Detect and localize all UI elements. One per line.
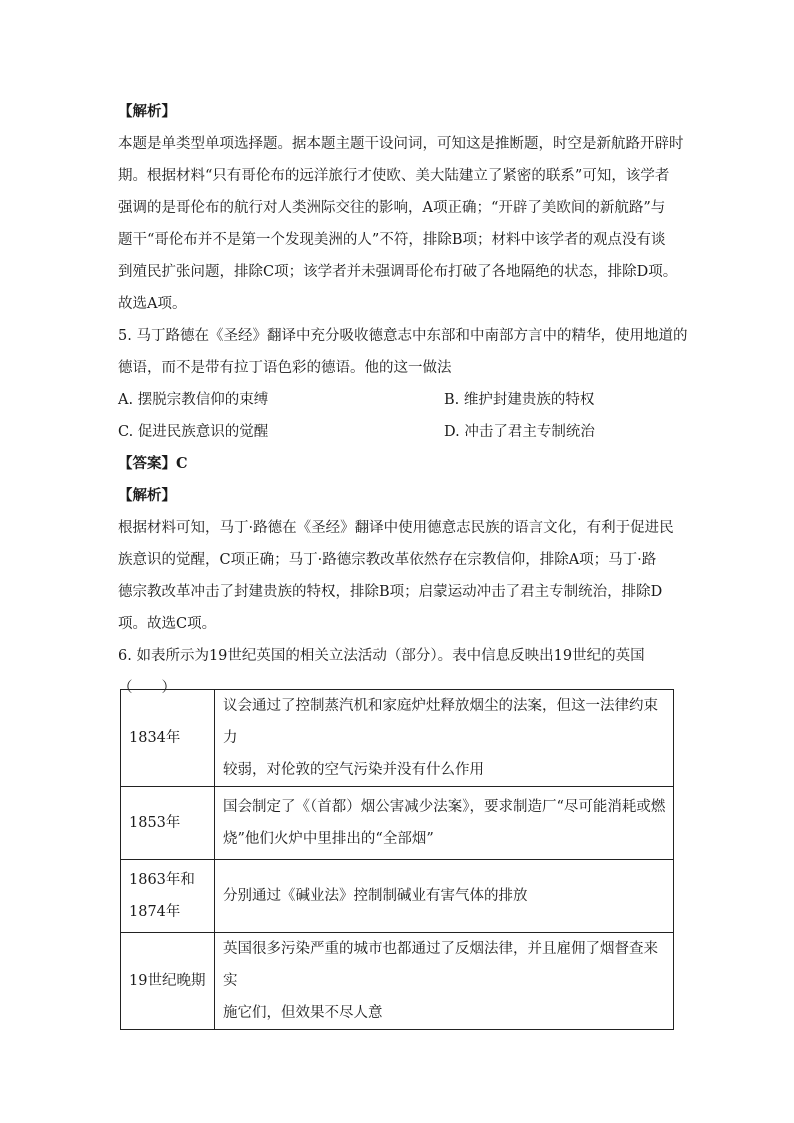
description-line: 国会制定了《（首都）烟公害减少法案》，要求制造厂“尽可能消耗或燃 [223,799,666,815]
q4-analysis-line: 到殖民扩张问题，排除C项；该学者并未强调哥伦布打破了各地隔绝的状态，排除D项。 [118,264,678,280]
q4-analysis [118,128,684,320]
document-page [118,96,688,704]
q6-stem-line: （ ） [118,680,176,696]
q5-stem [118,320,688,384]
q5-analysis-line: 族意识的觉醒，C项正确；马丁·路德宗教改革依然存在宗教信仰，排除A项；马丁·路 [118,552,657,568]
legislation-table [120,689,674,1030]
table-cell-year [121,933,215,1030]
table-row [121,787,674,860]
q6-stem-line: 6. 如表所示为19世纪英国的相关立法活动（部分）。表中信息反映出19世纪的英国 [118,648,645,664]
q5-options [118,384,674,448]
q5-analysis-line: 项。故选C项。 [118,616,217,632]
description-line: 烧”他们火炉中里排出的“全部烟” [223,831,434,847]
table-cell-description [215,933,674,1030]
q5-option-c[interactable]: C. 促进民族意识的觉醒 [118,424,269,440]
description-line: 较弱，对伦敦的空气污染并没有什么作用 [223,762,484,778]
table-cell-year [121,690,215,787]
table-cell-description [215,787,674,860]
q5-option-a[interactable]: A. 摆脱宗教信仰的束缚 [118,392,269,408]
table-cell-year [121,787,215,860]
q5-stem-line: 德语，而不是带有拉丁语色彩的德语。他的这一做法 [118,360,452,376]
q4-analysis-heading: 【解析】 [118,103,176,120]
q5-answer: 【答案】C [118,455,188,472]
table-row [121,690,674,787]
table-cell-description [215,860,674,933]
description-line: 议会通过了控制蒸汽机和家庭炉灶释放烟尘的法案，但这一法律约束力 [223,698,658,746]
year-text: 1853年 [129,815,181,831]
description-line: 施它们，但效果不尽人意 [223,1005,383,1021]
q5-analysis-heading: 【解析】 [118,487,176,504]
q5-stem-line: 5. 马丁路德在《圣经》翻译中充分吸收德意志中东部和中南部方言中的精华，使用地道的 [118,328,688,344]
q4-analysis-line: 期。根据材料“只有哥伦布的远洋旅行才使欧、美大陆建立了紧密的联系”可知，该学者 [118,168,670,184]
table-cell-year [121,860,215,933]
description-line: 英国很多污染严重的城市也都通过了反烟法律，并且雇佣了烟督查来实 [223,941,658,989]
q4-analysis-line: 强调的是哥伦布的航行对人类洲际交往的影响，A项正确；“开辟了美欧间的新航路”与 [118,200,666,216]
year-text: 19世纪晚期 [129,973,206,989]
description-line: 分别通过《碱业法》控制制碱业有害气体的排放 [223,888,528,904]
table-row [121,933,674,1030]
q5-analysis-line: 根据材料可知，马丁·路德在《圣经》翻译中使用德意志民族的语言文化，有利于促进民 [118,520,674,536]
year-text: 1863年和 [129,872,195,888]
year-text: 1834年 [129,730,181,746]
q5-analysis-line: 德宗教改革冲击了封建贵族的特权，排除B项；启蒙运动冲击了君主专制统治，排除D [118,584,663,600]
q5-option-b[interactable]: B. 维护封建贵族的特权 [444,392,595,408]
table-row [121,860,674,933]
q5-analysis [118,512,674,640]
q4-analysis-line: 题干“哥伦布并不是第一个发现美洲的人”不符，排除B项；材料中该学者的观点没有谈 [118,232,666,248]
table-cell-description [215,690,674,787]
q4-analysis-line: 故选A项。 [118,296,187,312]
q5-option-d[interactable]: D. 冲击了君主专制统治 [444,424,595,440]
q4-analysis-line: 本题是单类型单项选择题。据本题主题干设问词，可知这是推断题，时空是新航路开辟时 [118,136,684,152]
year-text: 1874年 [129,904,181,920]
